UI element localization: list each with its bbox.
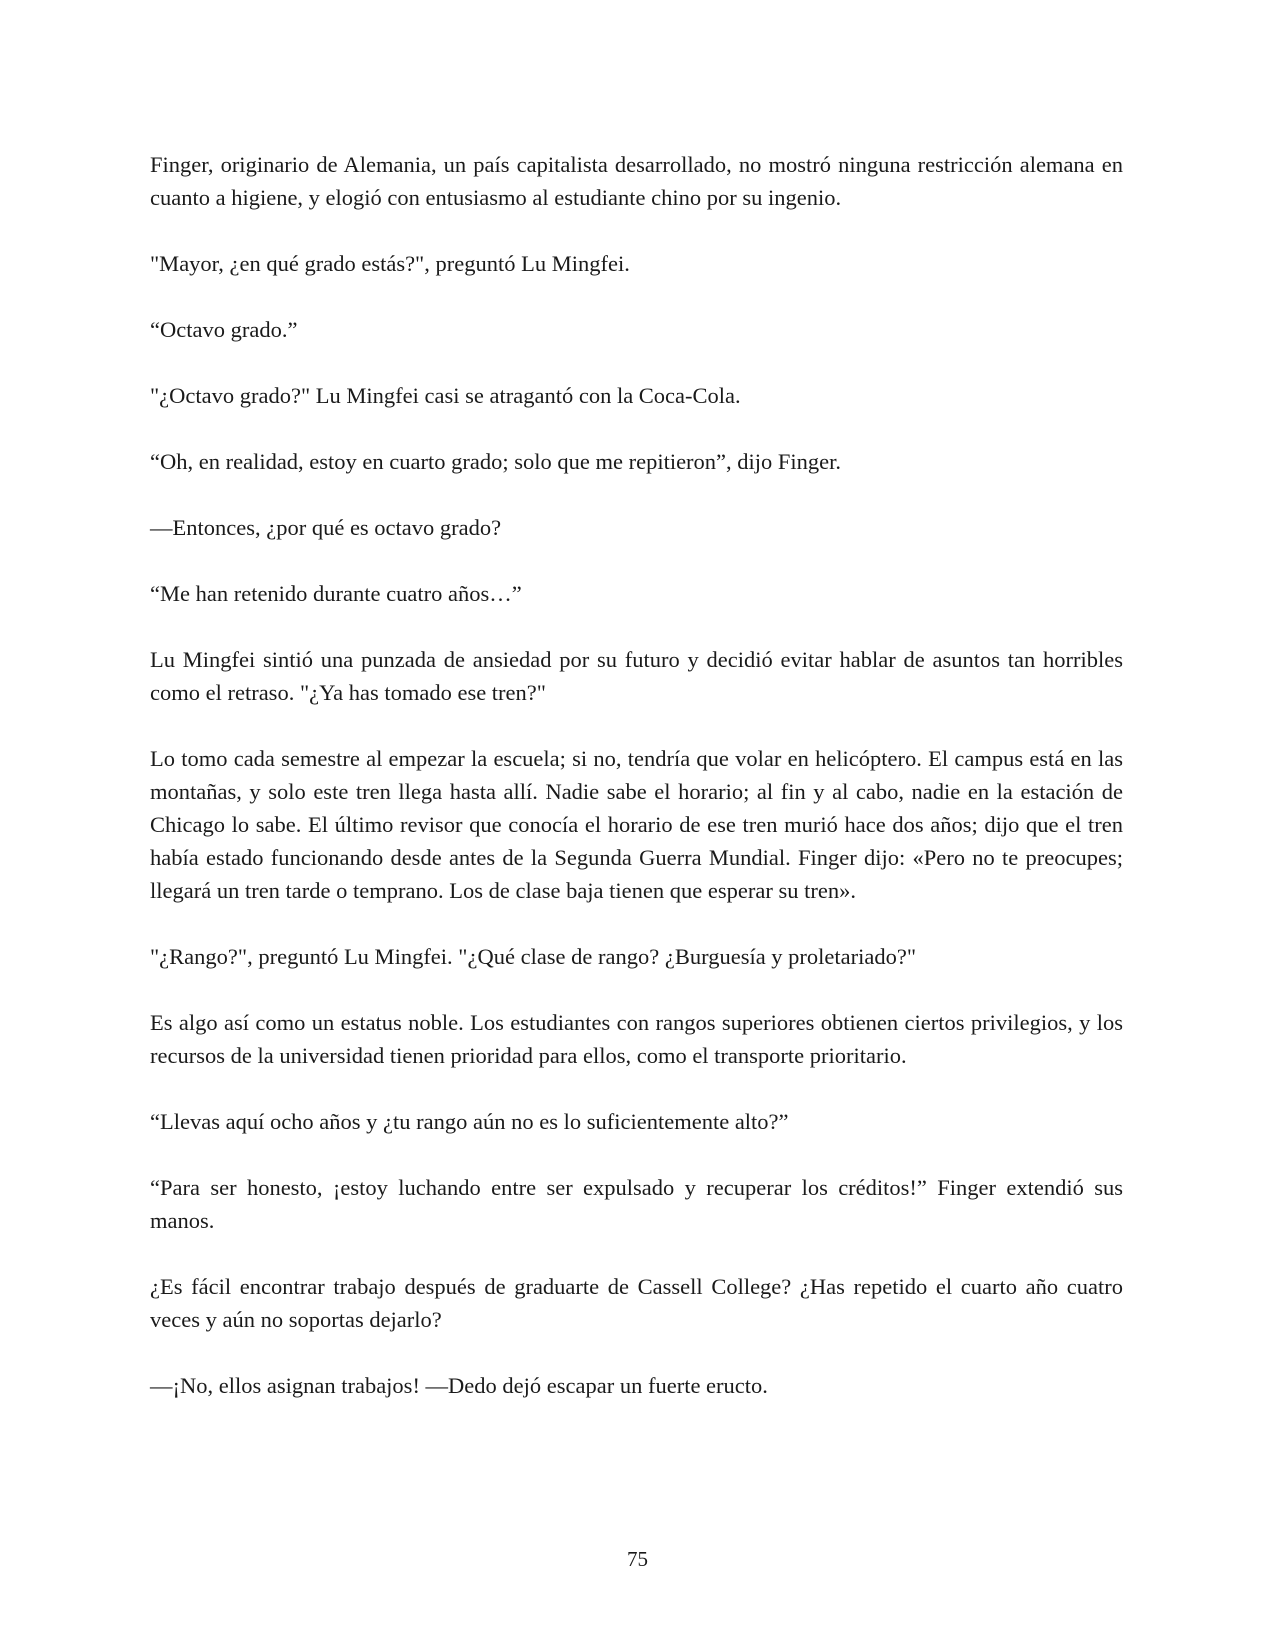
page-number: 75	[627, 1547, 648, 1571]
paragraph: “Me han retenido durante cuatro años…”	[150, 581, 522, 606]
paragraph: “Octavo grado.”	[150, 317, 298, 342]
paragraph: “Llevas aquí ocho años y ¿tu rango aún no es lo suficientemente alto?”	[150, 1109, 789, 1134]
paragraph: Lo tomo cada semestre al empezar la escuela; si no, tendría que volar en helicóptero. El campus está en las montañas, y solo este tren llega hasta allí. Nadie sabe el horario; al fin y al cabo, nadie en la estación de Chicago lo sabe. El último revisor que conocía el horario de ese tren murió hace dos años; dijo que el tren había estado funcionando desde antes de la Segunda Guerra Mundial. Finger dijo: «Pero no te preocupes; llegará un tren tarde o temprano. Los de clase baja tienen que esperar su tren».	[150, 746, 1123, 903]
paragraph: “Oh, en realidad, estoy en cuarto grado; solo que me repitieron”, dijo Finger.	[150, 449, 842, 474]
paragraph: —¡No, ellos asignan trabajos! —Dedo dejó escapar un fuerte eructo.	[150, 1373, 768, 1398]
body-text	[150, 148, 1123, 1435]
paragraph: —Entonces, ¿por qué es octavo grado?	[150, 515, 502, 540]
paragraph: "¿Octavo grado?" Lu Mingfei casi se atragantó con la Coca-Cola.	[150, 383, 741, 408]
paragraph: Lu Mingfei sintió una punzada de ansiedad por su futuro y decidió evitar hablar de asuntos tan horribles como el retraso. "¿Ya has tomado ese tren?"	[150, 647, 1123, 705]
paragraph: "Mayor, ¿en qué grado estás?", preguntó Lu Mingfei.	[150, 251, 630, 276]
paragraph: Es algo así como un estatus noble. Los estudiantes con rangos superiores obtienen ciertos privilegios, y los recursos de la universidad tienen prioridad para ellos, como el transporte prioritario.	[150, 1010, 1123, 1068]
paragraph: “Para ser honesto, ¡estoy luchando entre ser expulsado y recuperar los créditos!” Finger extendió sus manos.	[150, 1175, 1123, 1233]
paragraph: Finger, originario de Alemania, un país capitalista desarrollado, no mostró ninguna restricción alemana en cuanto a higiene, y elogió con entusiasmo al estudiante chino por su ingenio.	[150, 152, 1123, 210]
paragraph: ¿Es fácil encontrar trabajo después de graduarte de Cassell College? ¿Has repetido el cuarto año cuatro veces y aún no soportas dejarlo?	[150, 1274, 1123, 1332]
paragraph: "¿Rango?", preguntó Lu Mingfei. "¿Qué clase de rango? ¿Burguesía y proletariado?"	[150, 944, 917, 969]
